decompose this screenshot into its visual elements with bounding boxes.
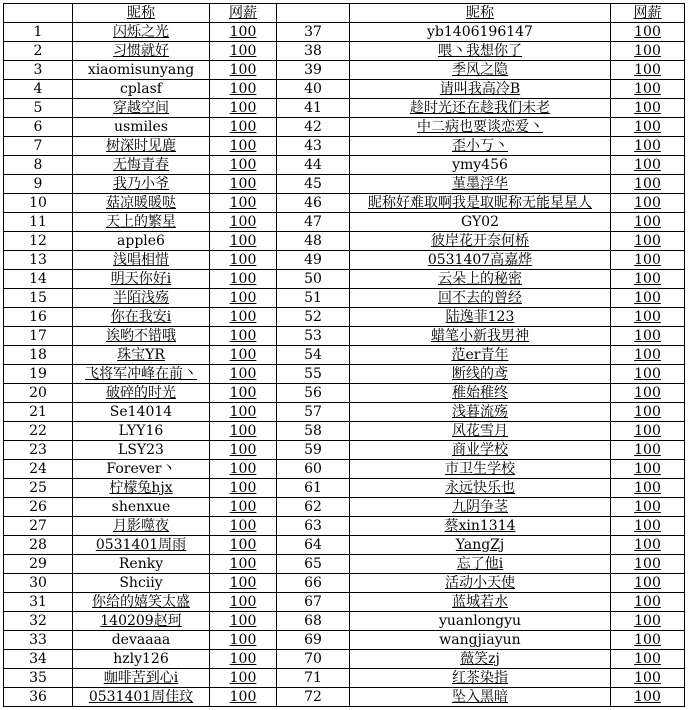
salary-cell: 100 xyxy=(210,403,277,422)
salary-cell: 100 xyxy=(210,99,277,118)
salary-cell: 100 xyxy=(210,517,277,536)
salary-cell: 100 xyxy=(611,688,685,707)
nickname-cell: 中二病也要谈恋爱丶 xyxy=(350,118,611,137)
header-salary-right-cell: 网薪 xyxy=(611,4,685,23)
index-cell: 68 xyxy=(277,612,350,631)
nickname-cell: 0531401周佳玟 xyxy=(73,688,210,707)
salary-cell: 100 xyxy=(611,118,685,137)
nickname-cell: Shciiy xyxy=(73,574,210,593)
header-row xyxy=(4,4,685,23)
nickname-cell: 我乃小爷 xyxy=(73,175,210,194)
nickname-cell: 你在我安i xyxy=(73,308,210,327)
salary-cell: 100 xyxy=(611,251,685,270)
index-cell: 70 xyxy=(277,650,350,669)
nickname-cell: 稚始稚终 xyxy=(350,384,611,403)
salary-cell: 100 xyxy=(210,593,277,612)
salary-cell: 100 xyxy=(611,460,685,479)
salary-cell: 100 xyxy=(210,232,277,251)
table-row xyxy=(4,23,685,42)
table-row xyxy=(4,270,685,289)
table-row xyxy=(4,403,685,422)
salary-cell: 100 xyxy=(210,213,277,232)
salary-cell: 100 xyxy=(611,308,685,327)
index-cell: 53 xyxy=(277,327,350,346)
header-index-right-cell xyxy=(277,4,350,23)
salary-cell: 100 xyxy=(611,593,685,612)
nickname-cell: 薇笑zj xyxy=(350,650,611,669)
nickname-cell: Se14014 xyxy=(73,403,210,422)
table-row xyxy=(4,61,685,80)
nickname-cell: 你给的嬉笑太盛 xyxy=(73,593,210,612)
table-row xyxy=(4,251,685,270)
index-cell: 31 xyxy=(4,593,73,612)
index-cell: 47 xyxy=(277,213,350,232)
index-cell: 13 xyxy=(4,251,73,270)
salary-cell: 100 xyxy=(611,270,685,289)
nickname-cell: 浅暮流殇 xyxy=(350,403,611,422)
salary-cell: 100 xyxy=(210,460,277,479)
nickname-cell: 月影噬夜 xyxy=(73,517,210,536)
index-cell: 49 xyxy=(277,251,350,270)
salary-cell: 100 xyxy=(210,650,277,669)
header-nickname-left-cell: 昵称 xyxy=(73,4,210,23)
nickname-cell: 季风之隐 xyxy=(350,61,611,80)
salary-cell: 100 xyxy=(210,61,277,80)
header-index-left-cell xyxy=(4,4,73,23)
salary-cell: 100 xyxy=(210,42,277,61)
table-row xyxy=(4,156,685,175)
table-row xyxy=(4,42,685,61)
nickname-cell: 浅唱相惜 xyxy=(73,251,210,270)
index-cell: 36 xyxy=(4,688,73,707)
header-nickname-right-cell: 昵称 xyxy=(350,4,611,23)
salary-cell: 100 xyxy=(611,441,685,460)
salary-cell: 100 xyxy=(611,156,685,175)
index-cell: 45 xyxy=(277,175,350,194)
nickname-cell: 飞将军冲峰在前丶 xyxy=(73,365,210,384)
salary-cell: 100 xyxy=(611,194,685,213)
nickname-cell: 半陌浅殇 xyxy=(73,289,210,308)
index-cell: 34 xyxy=(4,650,73,669)
salary-table xyxy=(3,3,685,707)
header-salary-left-cell: 网薪 xyxy=(210,4,277,23)
index-cell: 60 xyxy=(277,460,350,479)
salary-cell: 100 xyxy=(210,688,277,707)
salary-cell: 100 xyxy=(611,23,685,42)
salary-cell: 100 xyxy=(611,213,685,232)
index-cell: 50 xyxy=(277,270,350,289)
index-cell: 52 xyxy=(277,308,350,327)
nickname-cell: Renky xyxy=(73,555,210,574)
nickname-cell: 破碎的时光 xyxy=(73,384,210,403)
nickname-cell: 活动小天使 xyxy=(350,574,611,593)
index-cell: 21 xyxy=(4,403,73,422)
table-row xyxy=(4,213,685,232)
salary-cell: 100 xyxy=(611,669,685,688)
index-cell: 3 xyxy=(4,61,73,80)
index-cell: 20 xyxy=(4,384,73,403)
index-cell: 18 xyxy=(4,346,73,365)
index-cell: 40 xyxy=(277,80,350,99)
table-row xyxy=(4,289,685,308)
nickname-cell: LSY23 xyxy=(73,441,210,460)
index-cell: 12 xyxy=(4,232,73,251)
index-cell: 66 xyxy=(277,574,350,593)
index-cell: 16 xyxy=(4,308,73,327)
salary-cell: 100 xyxy=(611,346,685,365)
table-row xyxy=(4,232,685,251)
index-cell: 51 xyxy=(277,289,350,308)
index-cell: 8 xyxy=(4,156,73,175)
index-cell: 4 xyxy=(4,80,73,99)
table-row xyxy=(4,498,685,517)
index-cell: 69 xyxy=(277,631,350,650)
index-cell: 72 xyxy=(277,688,350,707)
nickname-cell: 坠入黑暗 xyxy=(350,688,611,707)
salary-cell: 100 xyxy=(611,137,685,156)
index-cell: 43 xyxy=(277,137,350,156)
table-row xyxy=(4,555,685,574)
nickname-cell: 趁时光还在趁我们未老 xyxy=(350,99,611,118)
salary-cell: 100 xyxy=(210,23,277,42)
table-row xyxy=(4,536,685,555)
table-row xyxy=(4,650,685,669)
table-row xyxy=(4,612,685,631)
index-cell: 27 xyxy=(4,517,73,536)
table-row xyxy=(4,118,685,137)
index-cell: 1 xyxy=(4,23,73,42)
salary-cell: 100 xyxy=(611,327,685,346)
salary-cell: 100 xyxy=(611,479,685,498)
nickname-cell: 明天你好i xyxy=(73,270,210,289)
nickname-cell: 永远快乐也 xyxy=(350,479,611,498)
salary-cell: 100 xyxy=(210,536,277,555)
table-row xyxy=(4,631,685,650)
salary-cell: 100 xyxy=(611,555,685,574)
salary-cell: 100 xyxy=(210,80,277,99)
nickname-cell: 市卫生学校 xyxy=(350,460,611,479)
index-cell: 63 xyxy=(277,517,350,536)
nickname-cell: 穿越空间 xyxy=(73,99,210,118)
index-cell: 33 xyxy=(4,631,73,650)
salary-cell: 100 xyxy=(210,574,277,593)
index-cell: 22 xyxy=(4,422,73,441)
index-cell: 61 xyxy=(277,479,350,498)
index-cell: 46 xyxy=(277,194,350,213)
table-row xyxy=(4,99,685,118)
index-cell: 38 xyxy=(277,42,350,61)
index-cell: 23 xyxy=(4,441,73,460)
index-cell: 32 xyxy=(4,612,73,631)
nickname-cell: yb1406196147 xyxy=(350,23,611,42)
nickname-cell: ymy456 xyxy=(350,156,611,175)
index-cell: 5 xyxy=(4,99,73,118)
index-cell: 15 xyxy=(4,289,73,308)
salary-cell: 100 xyxy=(210,175,277,194)
nickname-cell: xiaomisunyang xyxy=(73,61,210,80)
salary-cell: 100 xyxy=(611,61,685,80)
salary-cell: 100 xyxy=(611,612,685,631)
nickname-cell: 柠檬兔hjx xyxy=(73,479,210,498)
salary-cell: 100 xyxy=(611,99,685,118)
index-cell: 55 xyxy=(277,365,350,384)
nickname-cell: 云朵上的秘密 xyxy=(350,270,611,289)
nickname-cell: 菇凉暖暖哒 xyxy=(73,194,210,213)
salary-cell: 100 xyxy=(611,536,685,555)
nickname-cell: 昵称好难取啊我是取昵称无能星星人 xyxy=(350,194,611,213)
table-row xyxy=(4,593,685,612)
salary-cell: 100 xyxy=(210,384,277,403)
table-row xyxy=(4,574,685,593)
salary-cell: 100 xyxy=(210,289,277,308)
salary-cell: 100 xyxy=(611,631,685,650)
nickname-cell: 回不去的曾经 xyxy=(350,289,611,308)
table-row xyxy=(4,194,685,213)
nickname-cell: 堇墨浮华 xyxy=(350,175,611,194)
nickname-cell: YangZj xyxy=(350,536,611,555)
nickname-cell: usmiles xyxy=(73,118,210,137)
index-cell: 28 xyxy=(4,536,73,555)
index-cell: 37 xyxy=(277,23,350,42)
nickname-cell: 习惯就好 xyxy=(73,42,210,61)
index-cell: 44 xyxy=(277,156,350,175)
nickname-cell: GY02 xyxy=(350,213,611,232)
index-cell: 56 xyxy=(277,384,350,403)
nickname-cell: 喂丶我想你了 xyxy=(350,42,611,61)
nickname-cell: 0531407高嘉烨 xyxy=(350,251,611,270)
index-cell: 29 xyxy=(4,555,73,574)
index-cell: 10 xyxy=(4,194,73,213)
nickname-cell: hzly126 xyxy=(73,650,210,669)
nickname-cell: 彼岸花开奈何桥 xyxy=(350,232,611,251)
table-row xyxy=(4,384,685,403)
nickname-cell: 天上的繁星 xyxy=(73,213,210,232)
nickname-cell: 蔡xin1314 xyxy=(350,517,611,536)
salary-cell: 100 xyxy=(210,308,277,327)
index-cell: 64 xyxy=(277,536,350,555)
nickname-cell: 珠宝YR xyxy=(73,346,210,365)
salary-cell: 100 xyxy=(210,441,277,460)
index-cell: 35 xyxy=(4,669,73,688)
table-row xyxy=(4,422,685,441)
index-cell: 2 xyxy=(4,42,73,61)
nickname-cell: 诶哟不错哦 xyxy=(73,327,210,346)
nickname-cell: 断线的鸢 xyxy=(350,365,611,384)
index-cell: 41 xyxy=(277,99,350,118)
salary-cell: 100 xyxy=(611,365,685,384)
salary-cell: 100 xyxy=(210,555,277,574)
index-cell: 65 xyxy=(277,555,350,574)
salary-cell: 100 xyxy=(210,612,277,631)
index-cell: 57 xyxy=(277,403,350,422)
table-row xyxy=(4,80,685,99)
nickname-cell: 140209赵珂 xyxy=(73,612,210,631)
nickname-cell: 树深时见鹿 xyxy=(73,137,210,156)
nickname-cell: 无悔青春 xyxy=(73,156,210,175)
index-cell: 54 xyxy=(277,346,350,365)
nickname-cell: 陆逸菲123 xyxy=(350,308,611,327)
index-cell: 62 xyxy=(277,498,350,517)
index-cell: 30 xyxy=(4,574,73,593)
salary-cell: 100 xyxy=(210,346,277,365)
nickname-cell: 蓝城若水 xyxy=(350,593,611,612)
nickname-cell: cplasf xyxy=(73,80,210,99)
nickname-cell: wangjiayun xyxy=(350,631,611,650)
index-cell: 9 xyxy=(4,175,73,194)
salary-cell: 100 xyxy=(210,137,277,156)
nickname-cell: apple6 xyxy=(73,232,210,251)
salary-cell: 100 xyxy=(210,498,277,517)
salary-cell: 100 xyxy=(611,384,685,403)
table-row xyxy=(4,517,685,536)
salary-cell: 100 xyxy=(210,270,277,289)
salary-cell: 100 xyxy=(611,650,685,669)
table-row xyxy=(4,441,685,460)
table-body xyxy=(4,23,685,707)
index-cell: 67 xyxy=(277,593,350,612)
index-cell: 24 xyxy=(4,460,73,479)
salary-cell: 100 xyxy=(210,631,277,650)
table-row xyxy=(4,327,685,346)
index-cell: 14 xyxy=(4,270,73,289)
salary-cell: 100 xyxy=(611,422,685,441)
nickname-cell: shenxue xyxy=(73,498,210,517)
index-cell: 42 xyxy=(277,118,350,137)
salary-cell: 100 xyxy=(210,479,277,498)
nickname-cell: 请叫我高冷B xyxy=(350,80,611,99)
salary-cell: 100 xyxy=(210,251,277,270)
nickname-cell: LYY16 xyxy=(73,422,210,441)
nickname-cell: 红茶染指 xyxy=(350,669,611,688)
index-cell: 59 xyxy=(277,441,350,460)
table-row xyxy=(4,460,685,479)
nickname-cell: devaaaa xyxy=(73,631,210,650)
nickname-cell: 咖啡苦到心i xyxy=(73,669,210,688)
table-row xyxy=(4,308,685,327)
nickname-cell: 风花雪月 xyxy=(350,422,611,441)
salary-cell: 100 xyxy=(611,80,685,99)
index-cell: 39 xyxy=(277,61,350,80)
index-cell: 48 xyxy=(277,232,350,251)
salary-cell: 100 xyxy=(611,289,685,308)
salary-cell: 100 xyxy=(611,498,685,517)
nickname-cell: 忘了他i xyxy=(350,555,611,574)
index-cell: 58 xyxy=(277,422,350,441)
table-row xyxy=(4,669,685,688)
salary-cell: 100 xyxy=(210,422,277,441)
salary-cell: 100 xyxy=(611,42,685,61)
nickname-cell: Forever丶 xyxy=(73,460,210,479)
salary-cell: 100 xyxy=(210,365,277,384)
nickname-cell: yuanlongyu xyxy=(350,612,611,631)
table-row xyxy=(4,346,685,365)
index-cell: 11 xyxy=(4,213,73,232)
salary-cell: 100 xyxy=(210,327,277,346)
table-row xyxy=(4,175,685,194)
index-cell: 7 xyxy=(4,137,73,156)
salary-cell: 100 xyxy=(210,156,277,175)
table-row xyxy=(4,137,685,156)
salary-cell: 100 xyxy=(210,669,277,688)
salary-cell: 100 xyxy=(611,175,685,194)
nickname-cell: 九阴争茎 xyxy=(350,498,611,517)
salary-cell: 100 xyxy=(210,194,277,213)
nickname-cell: 范er青年 xyxy=(350,346,611,365)
nickname-cell: 闪烁之光 xyxy=(73,23,210,42)
index-cell: 17 xyxy=(4,327,73,346)
nickname-cell: 0531401周雨 xyxy=(73,536,210,555)
table-row xyxy=(4,688,685,707)
salary-cell: 100 xyxy=(611,232,685,251)
index-cell: 26 xyxy=(4,498,73,517)
salary-cell: 100 xyxy=(611,403,685,422)
salary-cell: 100 xyxy=(611,574,685,593)
nickname-cell: 歪小丂丶 xyxy=(350,137,611,156)
index-cell: 6 xyxy=(4,118,73,137)
salary-cell: 100 xyxy=(210,118,277,137)
index-cell: 71 xyxy=(277,669,350,688)
index-cell: 25 xyxy=(4,479,73,498)
table-row xyxy=(4,365,685,384)
nickname-cell: 蜡笔小新我男神 xyxy=(350,327,611,346)
table-row xyxy=(4,479,685,498)
index-cell: 19 xyxy=(4,365,73,384)
salary-cell: 100 xyxy=(611,517,685,536)
nickname-cell: 商业学校 xyxy=(350,441,611,460)
